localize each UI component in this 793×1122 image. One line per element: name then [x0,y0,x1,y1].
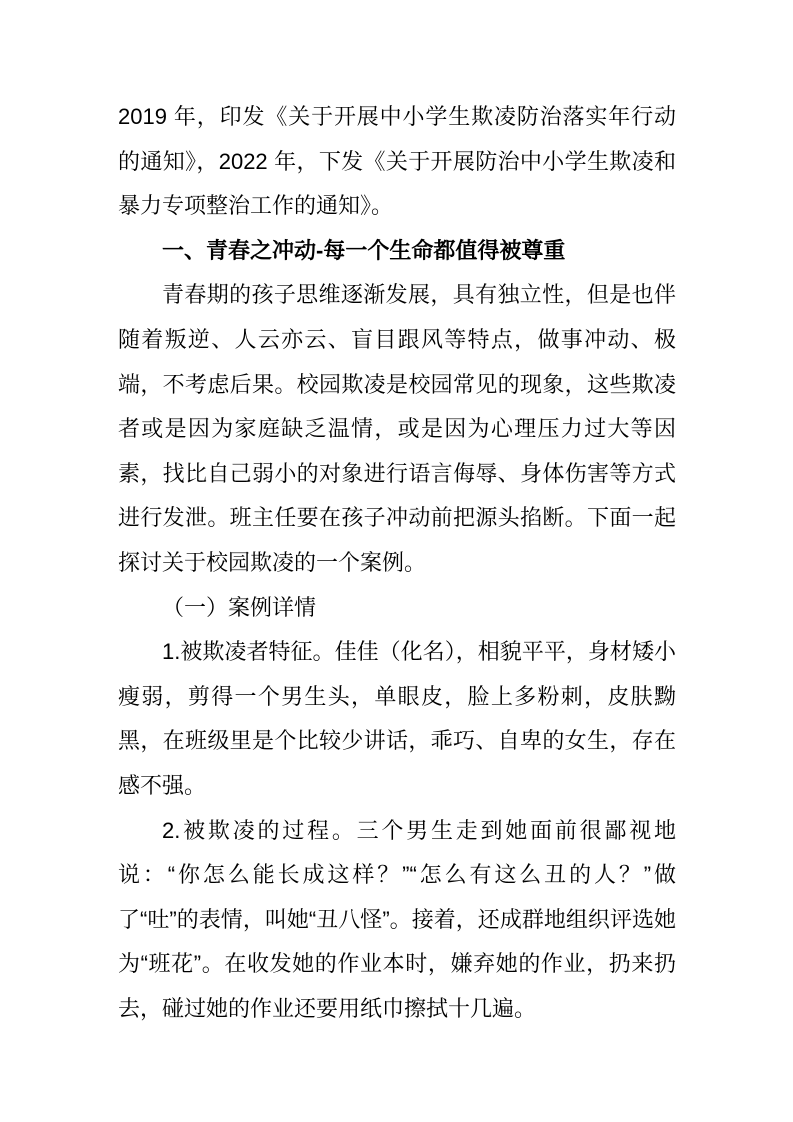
body-paragraph: 1.被欺凌者特征。佳佳（化名），相貌平平，身材矮小瘦弱，剪得一个男生头，单眼皮，脸上多粉刺，皮肤黝黑，在班级里是个比较少讲话，乖巧、自卑的女生，存在感不强。 [118,639,676,798]
body-paragraph: 2.被欺凌的过程。三个男生走到她面前很鄙视地说：“你怎么能长成这样？”“怎么有这么丑的人？”做了“吐”的表情，叫她“丑八怪”。接着，还成群地组织评选她为“班花”。在收发她的作业本时，嫌弃她的作业，扔来扔去，碰过她的作业还要用纸巾擦拭十几遍。 [118,817,676,1021]
document-content [118,95,676,1031]
body-paragraph: 青春期的孩子思维逐渐发展，具有独立性，但是也伴随着叛逆、人云亦云、盲目跟风等特点，做事冲动、极端，不考虑后果。校园欺凌是校园常见的现象，这些欺凌者或是因为家庭缺乏温情，或是因为心理压力过大等因素，找比自己弱小的对象进行语言侮辱、身体伤害等方式进行发泄。班主任要在孩子冲动前把源头掐断。下面一起探讨关于校园欺凌的一个案例。 [118,282,676,575]
section-heading: 一、青春之冲动-每一个生命都值得被尊重 [162,237,566,263]
body-paragraph: （一）案例详情 [162,594,317,620]
body-paragraph: 2019 年，印发《关于开展中小学生欺凌防治落实年行动的通知》，2022 年，下发《关于开展防治中小学生欺凌和暴力专项整治工作的通知》。 [118,104,676,219]
